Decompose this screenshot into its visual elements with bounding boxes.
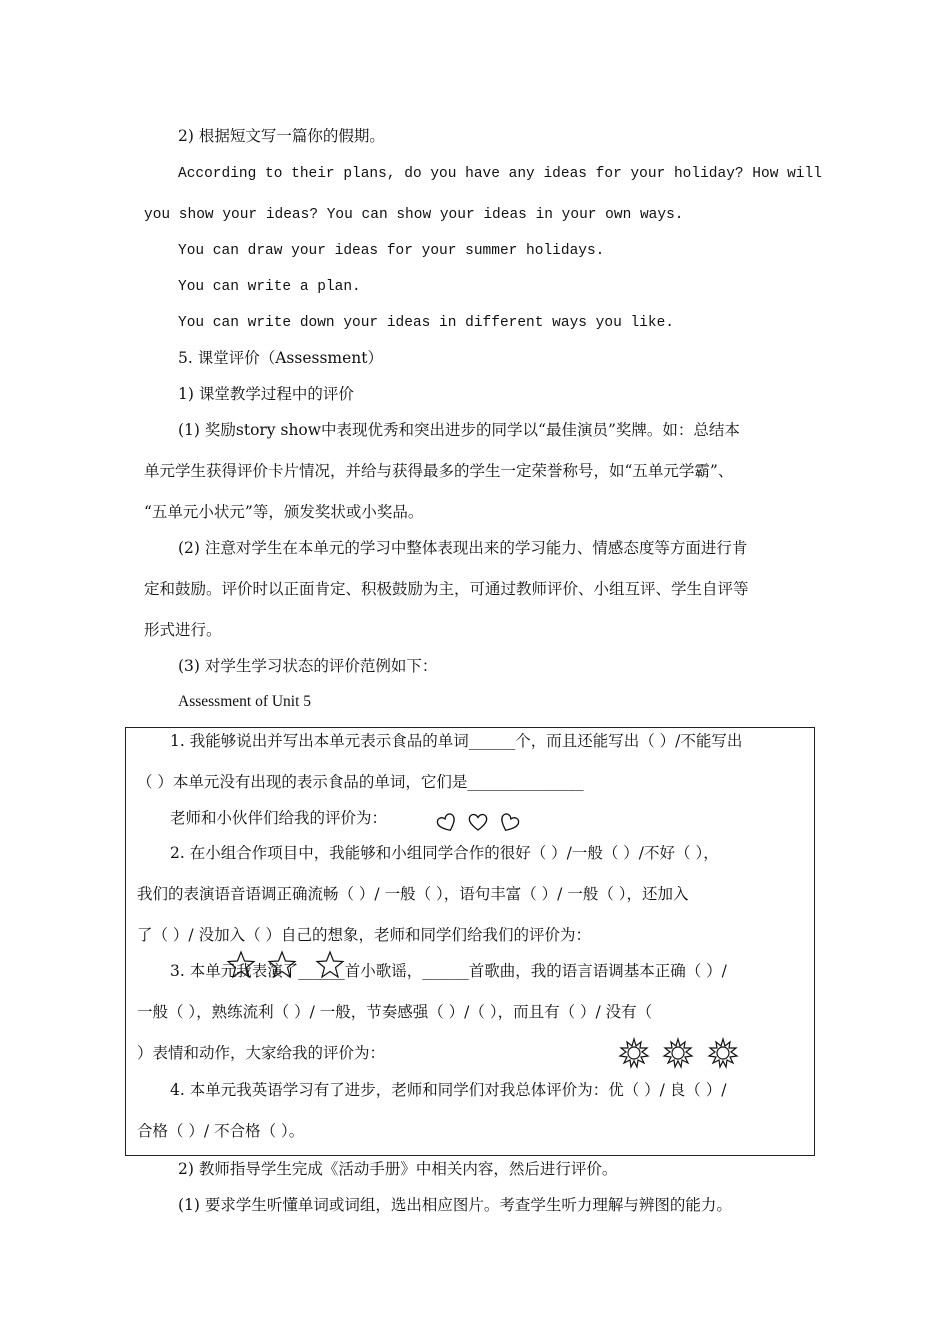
para-1-line-3: “五单元小状元”等，颁发奖状或小奖品。	[144, 503, 424, 521]
assessment-title: Assessment of Unit 5	[178, 693, 312, 710]
para-listening: (1) 要求学生听懂单词或词组，选出相应图片。考查学生听力理解与辨图的能力。	[178, 1196, 732, 1214]
english-line-2: you show your ideas? You can show your ideas in your own ways.	[144, 207, 684, 223]
item-4-line-2: 合格（ ）/ 不合格（ ）。	[137, 1122, 305, 1140]
section-assessment-heading: 5. 课堂评价（Assessment）	[178, 349, 383, 367]
heart-icon	[436, 812, 458, 834]
para-task-2: 2) 根据短文写一篇你的假期。	[178, 127, 385, 145]
item-1-rating-label: 老师和小伙伴们给我的评价为：	[170, 809, 388, 827]
item-1-line-2: （ ）本单元没有出现的表示食品的单词，它们是_______________	[137, 773, 584, 791]
item-3-line-3: ）表情和动作，大家给我的评价为：	[137, 1044, 386, 1062]
subsection-heading: 1) 课堂教学过程中的评价	[178, 385, 354, 403]
para-1-line-1: (1) 奖励story show中表现优秀和突出进步的同学以“最佳演员”奖牌。如：总结本	[178, 421, 740, 439]
star-icon	[315, 950, 345, 980]
sun-icon	[662, 1037, 694, 1069]
para-activity-book: 2) 教师指导学生完成《活动手册》中相关内容，然后进行评价。	[178, 1160, 618, 1178]
item-2-line-2: 我们的表演语音语调正确流畅（ ）/ 一般（ ），语句丰富（ ）/ 一般（ ），还加入	[137, 885, 689, 903]
para-2-line-2: 定和鼓励。评价时以正面肯定、积极鼓励为主，可通过教师评价、小组互评、学生自评等	[144, 580, 749, 598]
sun-icon	[707, 1037, 739, 1069]
sun-icon	[618, 1037, 650, 1069]
para-2-line-1: (2) 注意对学生在本单元的学习中整体表现出来的学习能力、情感态度等方面进行肯	[178, 539, 748, 557]
star-icon	[267, 950, 297, 980]
para-3: (3) 对学生学习状态的评价范例如下：	[178, 657, 438, 675]
para-1-line-2: 单元学生获得评价卡片情况，并给与获得最多的学生一定荣誉称号，如“五单元学霸”、	[144, 462, 734, 480]
heart-icon	[467, 811, 489, 833]
star-icon	[226, 950, 256, 980]
english-line-3: You can draw your ideas for your summer holidays.	[178, 243, 605, 259]
item-1-line-1: 1. 我能够说出并写出本单元表示食品的单词______个，而且还能写出（ ）/不能写出	[170, 732, 743, 750]
para-2-line-3: 形式进行。	[144, 621, 222, 639]
english-line-5: You can write down your ideas in different ways you like.	[178, 315, 674, 331]
item-3-line-1: 3. 本单元我表演了______首小歌谣，______首歌曲，我的语言语调基本正确（ ）/	[170, 962, 727, 980]
english-line-1: According to their plans, do you have any ideas for your holiday? How will	[178, 166, 822, 182]
item-4-line-1: 4. 本单元我英语学习有了进步，老师和同学们对我总体评价为：优（ ）/ 良（ ）/	[170, 1081, 727, 1099]
item-2-line-1: 2. 在小组合作项目中，我能够和小组同学合作的很好（ ）/一般（ ）/不好（ ），	[170, 844, 719, 862]
heart-icon	[498, 812, 520, 834]
item-2-line-3: 了（ ）/ 没加入（ ）自己的想象，老师和同学们给我们的评价为：	[137, 926, 592, 944]
item-3-line-2: 一般（ ），熟练流利（ ）/ 一般，节奏感强（ ）/（ ），而且有（ ）/ 没有（	[137, 1003, 653, 1021]
english-line-4: You can write a plan.	[178, 279, 361, 295]
